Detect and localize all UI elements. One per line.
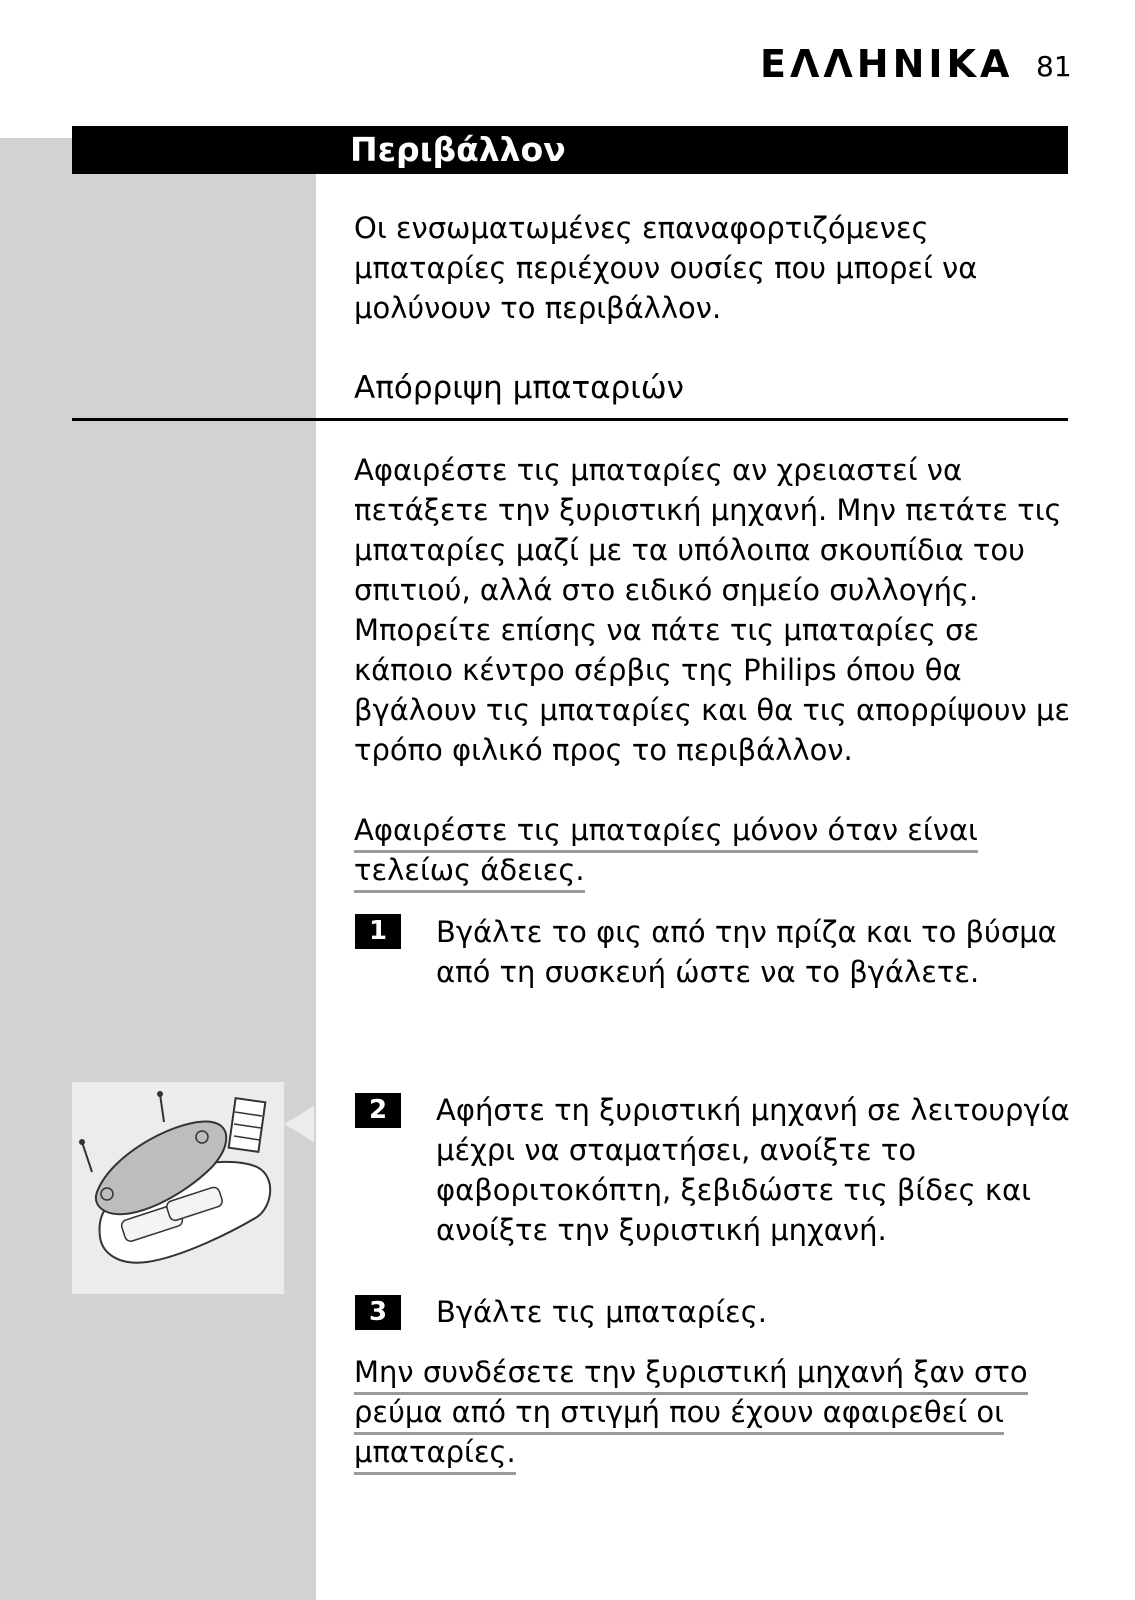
subheading: Απόρριψη μπαταριών xyxy=(354,370,684,406)
step-number: 3 xyxy=(355,1295,401,1330)
caution-note xyxy=(354,810,1074,890)
step-number: 1 xyxy=(355,914,401,949)
section-title-bar xyxy=(72,126,1068,174)
step-text: Αφήστε τη ξυριστική μηχανή σε λειτουργία μέχρι να σταματήσει, ανοίξτε το φαβοριτοκόπτη, ξεβιδώστε τις βίδες και ανοίξτε την ξυριστική μηχανή. xyxy=(436,1093,1070,1247)
section-title: Περιβάλλον xyxy=(350,130,566,169)
step-text: Βγάλτε τις μπαταρίες. xyxy=(436,1295,767,1329)
step-number: 2 xyxy=(355,1093,401,1128)
disposal-paragraph: Αφαιρέστε τις μπαταρίες αν χρειαστεί να πετάξετε την ξυριστική μηχανή. Μην πετάτε τις μπαταρίες μαζί με τα υπόλοιπα σκουπίδια του σπιτιού, αλλά στο ειδικό σημείο συλλογής. Μπορείτε επίσης να πάτε τις μπαταρίες σε κάποιο κέντρο σέρβις της Philips όπου θα βγάλουν τις μπαταρίες και θα τις απορρίψουν με τρόπο φιλικό προς το περιβάλλον. xyxy=(354,453,1071,767)
divider xyxy=(72,418,1068,421)
page-sidebar xyxy=(0,138,316,1600)
intro-paragraph: Οι ενσωματωμένες επαναφορτιζόμενες μπαταρίες περιέχουν ουσίες που μπορεί να μολύνουν το περιβάλλον. xyxy=(354,211,978,325)
final-caution-note xyxy=(354,1352,1074,1472)
page-number: 81 xyxy=(1036,50,1072,83)
final-caution-text: Μην συνδέσετε την ξυριστική μηχανή ξαν στο ρεύμα από τη στιγμή που έχουν αφαιρεθεί οι μπαταρίες. xyxy=(354,1355,1028,1475)
caution-note-text: Αφαιρέστε τις μπαταρίες μόνον όταν είναι τελείως άδειες. xyxy=(354,813,978,893)
shaver-illustration xyxy=(72,1082,284,1294)
language-header: ΕΛΛΗΝΙΚΑ xyxy=(760,42,1014,86)
illustration-pointer xyxy=(284,1106,314,1142)
opened-shaver-icon xyxy=(72,1082,284,1294)
step-text: Βγάλτε το φις από την πρίζα και το βύσμα από τη συσκευή ώστε να το βγάλετε. xyxy=(436,915,1057,989)
